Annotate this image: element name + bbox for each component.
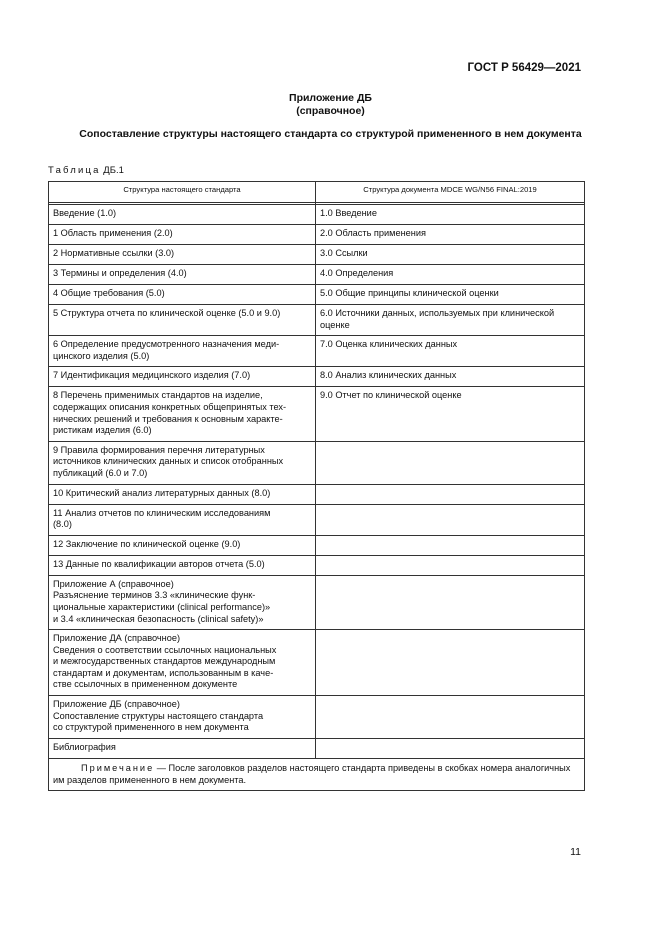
cell-applied-document (316, 245, 585, 265)
cell-line: 12 Заключение по клинической оценке (9.0) (53, 538, 241, 549)
cell-line: со структурой примененного в нем документа (53, 722, 249, 733)
cell-line: 8 Перечень применимых стандартов на изделие, (53, 390, 263, 401)
cell-line: Приложение ДБ (справочное) (53, 699, 180, 710)
cell-line: 4 Общие требования (5.0) (53, 288, 165, 298)
table-row (49, 367, 585, 387)
cell-line: 5.0 Общие принципы клинической оценки (320, 288, 499, 298)
table-row (49, 555, 585, 575)
table-caption-number: ДБ.1 (103, 165, 124, 176)
table-row (49, 305, 585, 336)
cell-line: цинского изделия (5.0) (53, 350, 150, 361)
table-row (49, 535, 585, 555)
cell-applied-document (316, 285, 585, 305)
annex-title (0, 92, 661, 118)
cell-line: 9 Правила формирования перечня литературных (53, 444, 265, 455)
cell-current-standard (49, 245, 316, 265)
cell-line: циональные характеристики (clinical performance)» (53, 601, 271, 612)
cell-applied-document (316, 575, 585, 629)
annex-title-line1: Приложение ДБ (289, 92, 372, 104)
cell-line: 10 Критический анализ литературных данных (8.0) (53, 487, 271, 498)
cell-applied-document (316, 696, 585, 739)
cell-line: нических решений и требования к основным характе- (53, 413, 283, 424)
cell-line: 1.0 Введение (320, 208, 377, 218)
page-number: 11 (570, 846, 581, 858)
cell-current-standard (49, 630, 316, 696)
annex-title-line2: (справочное) (296, 105, 365, 117)
cell-line: оценке (320, 319, 350, 330)
cell-current-standard (49, 738, 316, 758)
cell-line: 3.0 Ссылки (320, 248, 368, 258)
table-caption (48, 165, 124, 176)
cell-line: 8.0 Анализ клинических данных (320, 370, 457, 381)
cell-line: ристикам изделия (6.0) (53, 425, 152, 436)
table-row (49, 387, 585, 441)
cell-current-standard (49, 575, 316, 629)
cell-line: 2 Нормативные ссылки (3.0) (53, 248, 175, 258)
table-row (49, 504, 585, 535)
table-row (49, 575, 585, 629)
cell-line: 13 Данные по квалификации авторов отчета (5.0) (53, 558, 265, 569)
cell-applied-document (316, 336, 585, 367)
annex-heading: Сопоставление структуры настоящего стандарта со структурой примененного в нем документа (79, 128, 582, 140)
cell-line: 4.0 Определения (320, 268, 394, 278)
table-row (49, 265, 585, 285)
cell-line: 6 Определение предусмотренного назначения меди- (53, 339, 280, 350)
cell-line: стандартам и документам, использованным в каче- (53, 667, 274, 678)
cell-current-standard (49, 265, 316, 285)
cell-line: содержащих описания конкретных общепринятых тех- (53, 401, 287, 412)
cell-current-standard (49, 484, 316, 504)
cell-line: источников клинических данных и список отобранных (53, 456, 284, 467)
table-row (49, 441, 585, 484)
cell-current-standard (49, 555, 316, 575)
cell-line: 11 Анализ отчетов по клиническим исследованиям (53, 507, 271, 518)
cell-current-standard (49, 441, 316, 484)
cell-line: Приложение А (справочное) (53, 578, 174, 589)
column-header-applied-document: Структура документа MDCE WG/N56 FINAL:2019 (316, 182, 585, 203)
cell-current-standard (49, 225, 316, 245)
cell-current-standard (49, 504, 316, 535)
note-label: Примечание (81, 762, 155, 773)
cell-applied-document (316, 555, 585, 575)
cell-line: 7 Идентификация медицинского изделия (7.0) (53, 370, 251, 381)
cell-line: Сопоставление структуры настоящего стандарта (53, 710, 264, 721)
cell-current-standard (49, 305, 316, 336)
cell-applied-document (316, 441, 585, 484)
table-note (49, 758, 585, 790)
cell-applied-document (316, 630, 585, 696)
cell-applied-document (316, 484, 585, 504)
cell-applied-document (316, 387, 585, 441)
standard-code: ГОСТ Р 56429—2021 (467, 62, 581, 74)
table-row (49, 630, 585, 696)
table-row (49, 738, 585, 758)
cell-line: 7.0 Оценка клинических данных (320, 339, 458, 350)
cell-line: 6.0 Источники данных, используемых при клинической (320, 308, 555, 318)
comparison-table (48, 181, 585, 791)
table-row (49, 285, 585, 305)
table-row (49, 484, 585, 504)
table-caption-label: Таблица (48, 165, 101, 176)
cell-line: публикаций (6.0 и 7.0) (53, 467, 148, 478)
column-header-current-standard: Структура настоящего стандарта (49, 182, 316, 203)
cell-current-standard (49, 367, 316, 387)
table-row (49, 225, 585, 245)
cell-current-standard (49, 696, 316, 739)
table-row (49, 696, 585, 739)
table-body (49, 205, 585, 759)
note-text: — После заголовков разделов настоящего стандарта приведены в скобках номера аналогичных им разделов примененного в нем документа. (53, 762, 571, 785)
cell-line: Введение (1.0) (53, 208, 117, 218)
cell-applied-document (316, 535, 585, 555)
table-row (49, 245, 585, 265)
cell-applied-document (316, 738, 585, 758)
cell-line: 3 Термины и определения (4.0) (53, 268, 187, 278)
cell-applied-document (316, 265, 585, 285)
table-row (49, 205, 585, 225)
cell-applied-document (316, 225, 585, 245)
cell-current-standard (49, 336, 316, 367)
cell-current-standard (49, 535, 316, 555)
table-row (49, 336, 585, 367)
cell-line: (8.0) (53, 519, 72, 530)
cell-line: и межгосударственных стандартов международным (53, 656, 276, 667)
cell-current-standard (49, 387, 316, 441)
cell-line: Приложение ДА (справочное) (53, 633, 181, 644)
cell-applied-document (316, 367, 585, 387)
cell-line: 2.0 Область применения (320, 228, 426, 238)
cell-line: 5 Структура отчета по клинической оценке (5.0 и 9.0) (53, 308, 281, 318)
cell-line: Библиография (53, 741, 116, 752)
cell-line: Разъяснение терминов 3.3 «клинические функ- (53, 590, 256, 601)
cell-line: и 3.4 «клиническая безопасность (clinical safety)» (53, 613, 264, 624)
cell-line: 9.0 Отчет по клинической оценке (320, 390, 462, 401)
cell-applied-document (316, 205, 585, 225)
cell-line: Сведения о соответствии ссылочных национальных (53, 644, 277, 655)
cell-applied-document (316, 504, 585, 535)
cell-current-standard (49, 205, 316, 225)
cell-line: стве ссылочных в примененном документе (53, 679, 238, 690)
cell-current-standard (49, 285, 316, 305)
cell-line: 1 Область применения (2.0) (53, 228, 173, 238)
cell-applied-document (316, 305, 585, 336)
